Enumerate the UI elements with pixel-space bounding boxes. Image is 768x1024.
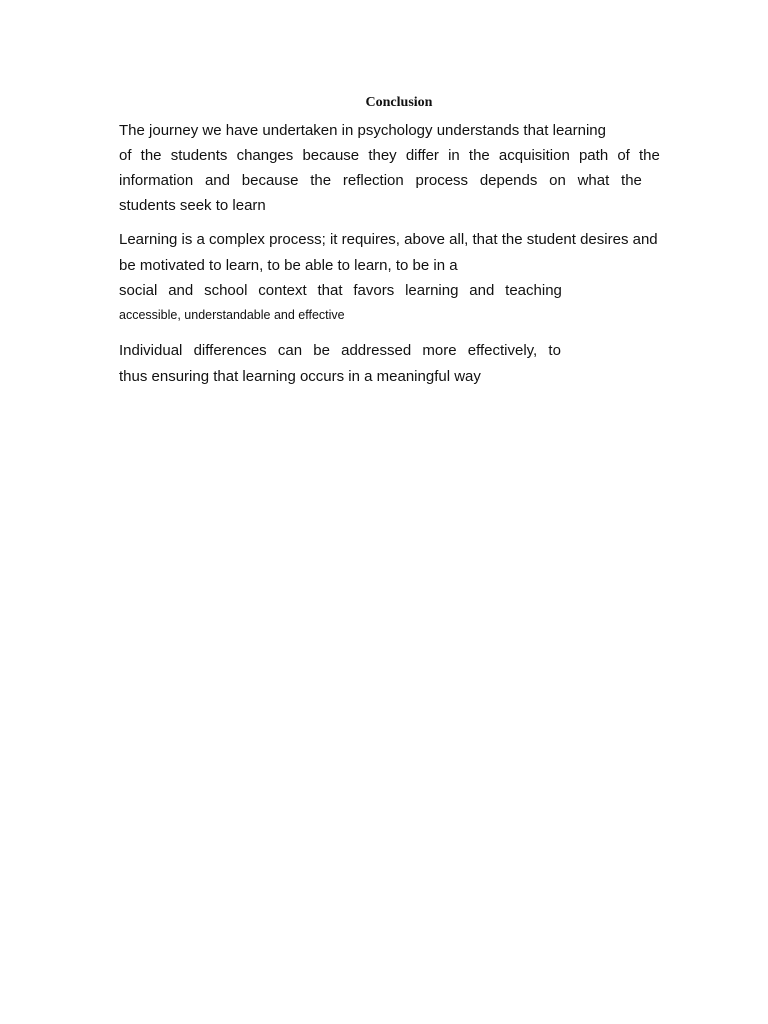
word: what (577, 172, 610, 189)
paragraph-3-line-1 (119, 341, 561, 361)
word: and (168, 282, 194, 299)
word: changes (236, 147, 294, 164)
word: in (448, 147, 460, 164)
word: can (277, 342, 303, 359)
word: school (204, 282, 248, 299)
word: context (258, 282, 307, 299)
word: process (415, 172, 469, 189)
word: and (204, 172, 230, 189)
word: favors (353, 282, 395, 299)
word: the (140, 147, 162, 164)
word: the (639, 147, 660, 164)
document-title: Conclusion (365, 95, 433, 110)
word: learning (405, 282, 459, 299)
word: they (368, 147, 397, 164)
paragraph-1-line-4: students seek to learn (119, 197, 266, 214)
word: because (241, 172, 299, 189)
word: that (317, 282, 343, 299)
paragraph-1-line-3 (119, 171, 642, 191)
word: to (548, 342, 561, 359)
word: because (302, 147, 360, 164)
word: of (119, 147, 132, 164)
word: of (617, 147, 630, 164)
word: the (621, 172, 642, 189)
word: the (310, 172, 332, 189)
word: Individual (119, 342, 183, 359)
word: addressed (341, 342, 412, 359)
paragraph-2-line-1: Learning is a complex process; it requires, above all, that the student desires and (119, 231, 658, 248)
word: reflection (342, 172, 404, 189)
word: path (578, 147, 609, 164)
word: students (170, 147, 228, 164)
paragraph-2-line-2: be motivated to learn, to be able to learn, to be in a (119, 257, 458, 274)
paragraph-3-line-2: thus ensuring that learning occurs in a meaningful way (119, 368, 481, 385)
paragraph-2-line-3 (119, 281, 562, 301)
word: differences (193, 342, 267, 359)
word: information (119, 172, 194, 189)
word: on (549, 172, 566, 189)
paragraph-1-line-1: The journey we have undertaken in psychology understands that learning (119, 122, 606, 139)
word: acquisition (498, 147, 570, 164)
word: effectively, (467, 342, 538, 359)
word: be (313, 342, 330, 359)
word: social (119, 282, 158, 299)
word: more (422, 342, 457, 359)
word: teaching (505, 282, 562, 299)
word: and (469, 282, 495, 299)
paragraph-1-line-2 (119, 146, 660, 166)
word: depends (479, 172, 538, 189)
paragraph-2-line-4: accessible, understandable and effective (119, 308, 345, 322)
word: differ (405, 147, 439, 164)
word: the (468, 147, 490, 164)
